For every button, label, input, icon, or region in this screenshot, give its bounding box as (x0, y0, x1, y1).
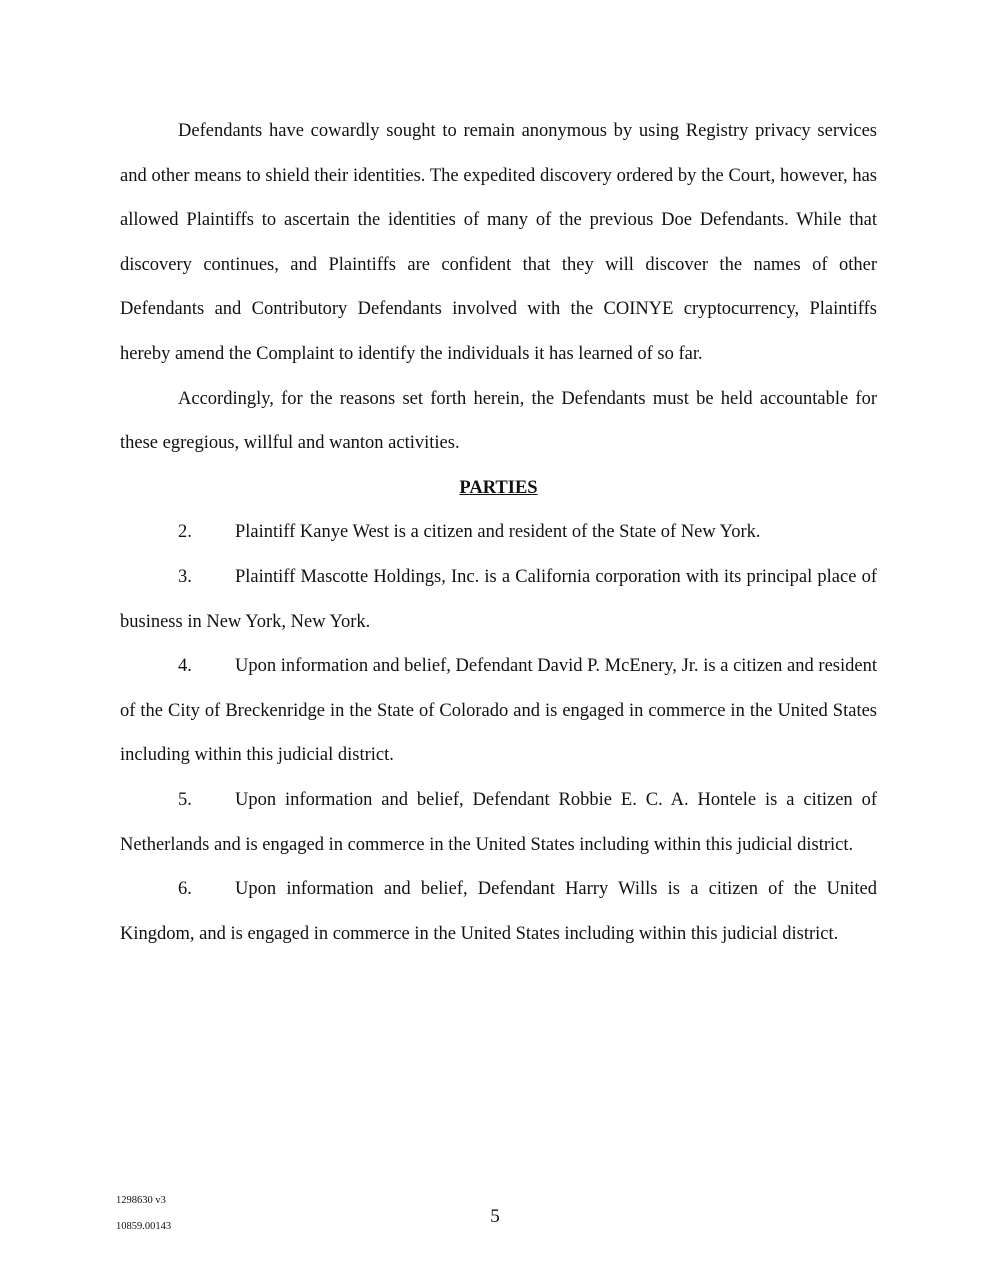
paragraph-anonymity: Defendants have cowardly sought to remain anonymous by using Registry privacy services and other means to shield their identities. The expedited discovery ordered by the Court, however, has allowed Plaintiffs to ascertain the identities of many of the previous Doe Defendants. While that discovery continues, and Plaintiffs are confident that they will discover the names of other Defendants and Contributory Defendants involved with the COINYE cryptocurrency, Plaintiffs hereby amend the Complaint to identify the individuals it has learned of so far. (120, 121, 877, 364)
paragraph-accountability: Accordingly, for the reasons set forth herein, the Defendants must be held accountable for these egregious, willful and wanton activities. (120, 388, 877, 454)
paragraph-number: 5. (178, 789, 192, 810)
paragraph-number: 3. (178, 566, 192, 587)
numbered-paragraph-3 (120, 555, 877, 644)
matter-number: 10859.00143 (116, 1221, 172, 1232)
document-version-id: 1298630 v3 (116, 1195, 166, 1206)
paragraph-text: Upon information and belief, Defendant Robbie E. C. A. Hontele is a citizen of Netherlands and is engaged in commerce in the United States including within this judicial district. (120, 789, 877, 855)
numbered-paragraph-4 (120, 644, 877, 778)
paragraph-text: Plaintiff Kanye West is a citizen and resident of the State of New York. (235, 522, 761, 543)
paragraph-number: 4. (178, 656, 192, 677)
document-body (120, 109, 877, 956)
paragraph-text: Upon information and belief, Defendant Harry Wills is a citizen of the United Kingdom, and is engaged in commerce in the United States including within this judicial district. (120, 879, 877, 944)
paragraph-text: Plaintiff Mascotte Holdings, Inc. is a California corporation with its principal place of business in New York, New York. (120, 566, 877, 632)
paragraph-number: 6. (178, 879, 192, 900)
numbered-paragraph-2 (120, 510, 877, 555)
paragraph-text: Upon information and belief, Defendant David P. McEnery, Jr. is a citizen and resident of the City of Breckenridge in the State of Colorado and is engaged in commerce in the United States including within this judicial district. (120, 656, 877, 766)
section-heading-parties: PARTIES (459, 477, 538, 498)
numbered-paragraph-6 (120, 867, 877, 956)
page-number: 5 (490, 1206, 500, 1227)
paragraph-number: 2. (178, 522, 192, 543)
numbered-paragraph-5 (120, 778, 877, 867)
